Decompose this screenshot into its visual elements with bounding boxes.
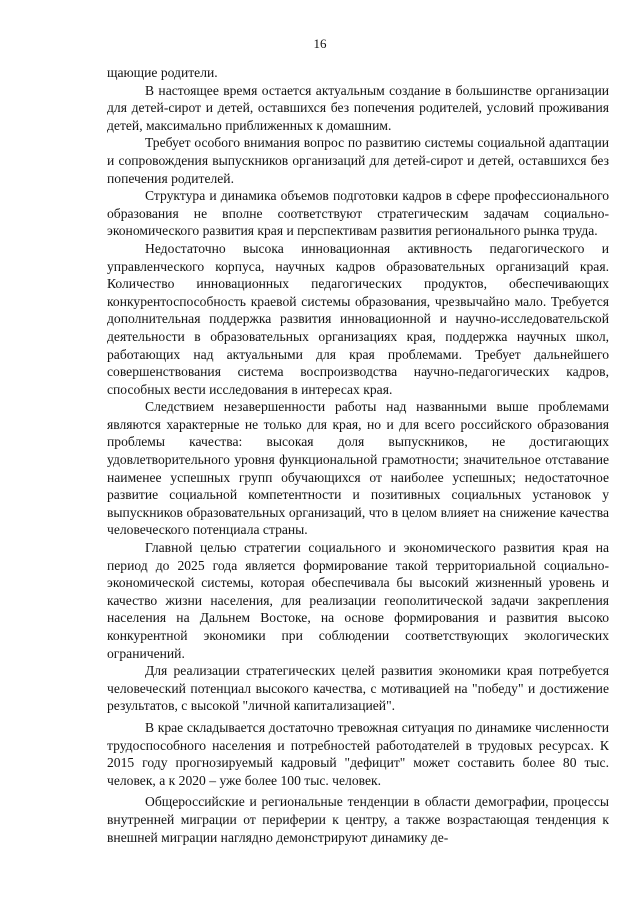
paragraph: Следствием незавершенности работы над названными выше проблемами являются характерные не только для края, но и для всего российского образования проблемы качества: высокая доля выпускников, не достигающих удовлетворительного уровня функциональной грамотности; значительное отставание наименее успешных групп обучающихся от наиболее успешных; недостаточное развитие социальной компетентности и позитивных социальных установок у выпускников образовательных организаций, что в целом влияет на снижение качества человеческого потенциала страны.	[107, 399, 609, 538]
paragraph: Общероссийские и региональные тенденции в области демографии, процессы внутренней миграции от периферии к центру, а также возрастающая тенденция к внешней миграции наглядно демонстрируют динамику де-	[107, 794, 609, 845]
paragraph: Структура и динамика объемов подготовки кадров в сфере профессионального образования не вполне соответствуют стратегическим задачам социально-экономического развития края и перспективам развития регионального рынка труда.	[107, 188, 609, 239]
paragraph-continuation: щающие родители.	[107, 65, 218, 80]
paragraph: Требует особого внимания вопрос по развитию системы социальной адаптации и сопровождения выпускников организаций для детей-сирот и детей, оставшихся без попечения родителей.	[107, 135, 609, 186]
document-body	[107, 64, 609, 846]
paragraph: Для реализации стратегических целей развития экономики края потребуется человеческий потенциал высокого качества, с мотивацией на "победу" и достижение результатов, с высокой "личной капитализацией".	[107, 663, 609, 714]
paragraph: В крае складывается достаточно тревожная ситуация по динамике численности трудоспособного населения и потребностей работодателей в трудовых ресурсах. К 2015 году прогнозируемый кадровый "дефицит" может составить более 80 тыс. человек, а к 2020 – уже более 100 тыс. человек.	[107, 719, 609, 788]
paragraph: Главной целью стратегии социального и экономического развития края на период до 2025 года является формирование такой территориальной социально-экономической системы, которая обеспечивала бы высокий жизненный уровень и качество жизни населения, для реализации геополитической задачи закрепления населения на Дальнем Востоке, на основе формирования и развития высоко конкурентной экономики при соблюдении соответствующих экологических ограничений.	[107, 540, 609, 661]
page-number: 16	[313, 36, 327, 51]
paragraph: В настоящее время остается актуальным создание в большинстве организации для детей-сирот и детей, оставшихся без попечения родителей, условий проживания детей, максимально приближенных к домашним.	[107, 82, 609, 133]
paragraph: Недостаточно высока инновационная активность педагогического и управленческого корпуса, научных кадров образовательных организаций края. Количество инновационных педагогических продуктов, обеспечивающих конкурентоспособность краевой системы образования, чрезвычайно мало. Требуется дополнительная поддержка развития инновационной и научно-исследовательской деятельности в образовательных организациях края, поддержка научных школ, работающих над актуальными для края проблемами. Требует дальнейшего совершенствования система воспроизводства научно-педагогических кадров, способных вести исследования в интересах края.	[107, 240, 609, 397]
